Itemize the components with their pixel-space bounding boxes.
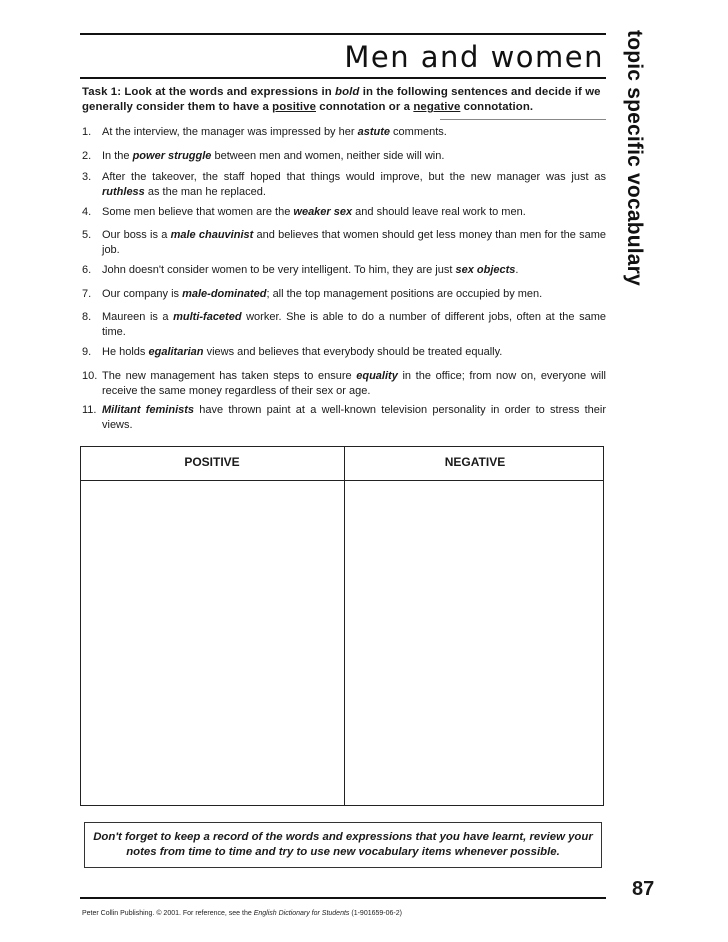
item-text-after: as the man he replaced. (144, 185, 266, 198)
item-text-after: and should leave real work to men. (352, 206, 526, 218)
item-number: 8. (82, 311, 92, 323)
item-term: male-dominated (182, 288, 267, 300)
item-text-after: worker. She is able to do a number of different jobs, often at the same time. (102, 311, 606, 338)
item-term: astute (357, 126, 390, 138)
item-number: 3. (82, 171, 92, 183)
item-text-after: comments. (389, 126, 447, 138)
item-text (102, 149, 606, 164)
item-number: 5. (82, 229, 92, 241)
item-text (102, 205, 606, 220)
table-column-divider (344, 447, 345, 805)
task-between: connotation or a (316, 101, 414, 113)
footer-prefix: Peter Collin Publishing. © 2001. For reference, see the (82, 910, 254, 917)
task-instructions (82, 85, 606, 115)
item-text-before: After the takeover, the staff hoped that things would improve, but the new manager was just as (102, 171, 606, 183)
item-text (102, 345, 606, 360)
item-text-after: views and believes that everybody should be treated equally. (203, 346, 503, 358)
task-prefix: Task 1: Look at the words and expressions in (82, 86, 336, 98)
answer-table (80, 446, 604, 806)
item-text-before: In the (102, 150, 133, 162)
item-text (102, 369, 606, 398)
table-header-divider (81, 480, 603, 481)
item-text (102, 170, 606, 199)
item-number: 11. (82, 404, 97, 416)
item-number: 1. (82, 126, 92, 138)
item-text-before: John doesn't consider women to be very intelligent. To him, they are just (102, 264, 456, 276)
item-term: power struggle (132, 150, 212, 162)
positive-column-header: POSITIVE (184, 455, 240, 469)
item-text-after: . (515, 264, 519, 276)
item-text-after: ; all the top management positions are occupied by men. (266, 288, 543, 300)
task-positive-word: positive (272, 101, 316, 113)
item-text (102, 287, 606, 302)
item-number: 4. (82, 206, 92, 218)
item-number: 2. (82, 150, 92, 162)
task-suffix: connotation. (460, 101, 534, 113)
item-text (102, 228, 606, 257)
item-term: sex objects (455, 264, 516, 276)
item-text-before: Our company is (102, 288, 183, 300)
task-middle: in the following sentences and decide if we generally consider them to have a (82, 86, 601, 113)
page-title: Men and women (344, 40, 604, 74)
footer-book-title: English Dictionary for Students (253, 910, 350, 917)
item-text-after: have thrown paint at a well-known television personality in order to stress their views. (102, 404, 607, 431)
item-text (102, 403, 606, 432)
item-number: 6. (82, 264, 92, 276)
footer-suffix: (1-901659-06-2) (349, 910, 402, 917)
reminder-box: Don't forget to keep a record of the words and expressions that you have learnt, review your notes from time to time and try to use new vocabulary items whenever possible. (84, 822, 602, 868)
item-text (102, 125, 606, 140)
item-text-before: Our boss is a (102, 229, 171, 241)
task-rule (440, 119, 606, 120)
task-negative-word: negative (413, 101, 461, 113)
item-term: weaker sex (293, 206, 353, 218)
item-term: multi-faceted (173, 311, 242, 323)
page-number: 87 (632, 878, 655, 900)
title-rule (80, 77, 606, 79)
item-text-before: Some men believe that women are the (102, 206, 294, 218)
item-text-after: in the office; from now on, everyone will receive the same money regardless of their sex or age. (102, 370, 606, 397)
item-text-before: The new management has taken steps to ensure (102, 370, 357, 382)
item-text-before: He holds (102, 346, 149, 358)
item-term: equality (356, 370, 398, 382)
task-bold-word: bold (335, 86, 360, 98)
item-text-before: Maureen is a (102, 311, 174, 323)
item-number: 9. (82, 346, 92, 358)
bottom-rule (80, 897, 606, 899)
negative-column-header: NEGATIVE (444, 455, 506, 469)
item-text (102, 310, 606, 339)
item-term: ruthless (102, 185, 145, 198)
item-text-after: between men and women, neither side will win. (211, 150, 445, 162)
item-term: egalitarian (148, 346, 204, 358)
item-text (102, 263, 606, 278)
top-rule (80, 33, 606, 35)
item-term: male chauvinist (170, 229, 254, 241)
footer-credit (82, 910, 402, 917)
item-text-after: and believes that women should get less money than men for the same job. (102, 229, 606, 256)
item-number: 7. (82, 288, 92, 300)
side-tab-label: topic specific vocabulary (623, 30, 646, 286)
item-term: Militant feminists (102, 404, 195, 416)
item-number: 10. (82, 370, 98, 382)
item-text-before: At the interview, the manager was impressed by her (102, 126, 358, 138)
